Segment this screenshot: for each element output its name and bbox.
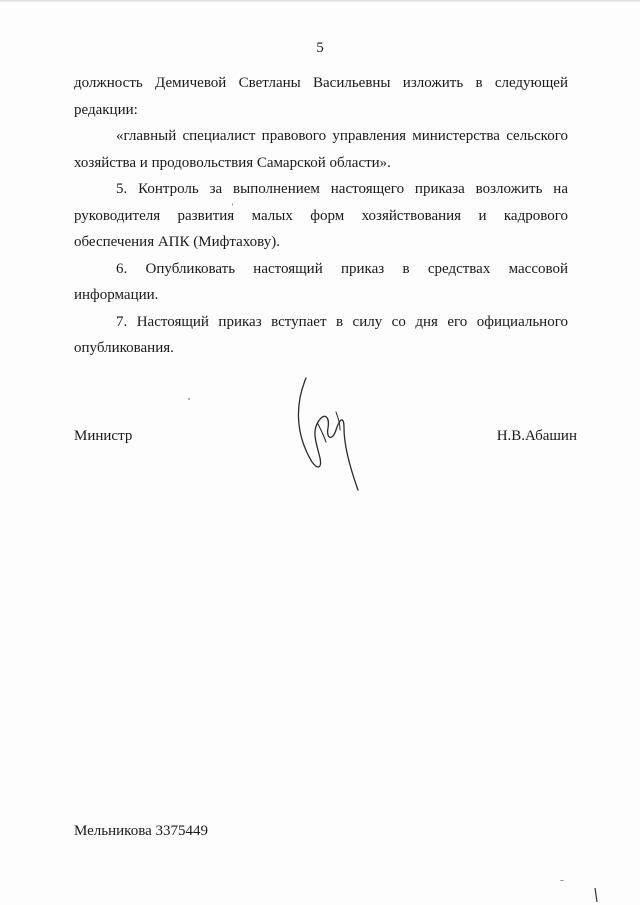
- page-number: 5: [316, 40, 324, 56]
- scan-edge: [0, 0, 640, 3]
- paragraph-continuation: должность Демичевой Светланы Васильевны изложить в следующей редакции:: [74, 75, 568, 118]
- scan-speck: [560, 880, 564, 881]
- handwritten-signature: [288, 372, 368, 502]
- executor-info: Мельникова 3375449: [74, 823, 208, 839]
- scan-speck: [232, 203, 233, 206]
- paragraph-item-7: 7. Настоящий приказ вступает в силу со дня его официального опубликования.: [74, 313, 568, 356]
- scan-mark: [593, 888, 599, 902]
- signatory-title: Министр: [74, 428, 133, 444]
- paragraph-item-5: 5. Контроль за выполнением настоящего приказа возложить на руководителя развития малых форм хозяйствования и кадрового обеспечения АПК (Мифтахову).: [74, 181, 568, 250]
- paragraph-new-wording: «главный специалист правового управления министерства сельского хозяйства и продовольствия Самарской области».: [74, 128, 568, 171]
- signatory-name: Н.В.Абашин: [496, 428, 577, 444]
- paragraph-item-6: 6. Опубликовать настоящий приказ в средствах массовой информации.: [74, 260, 568, 303]
- scan-speck: [188, 398, 190, 400]
- document-body: [74, 70, 568, 362]
